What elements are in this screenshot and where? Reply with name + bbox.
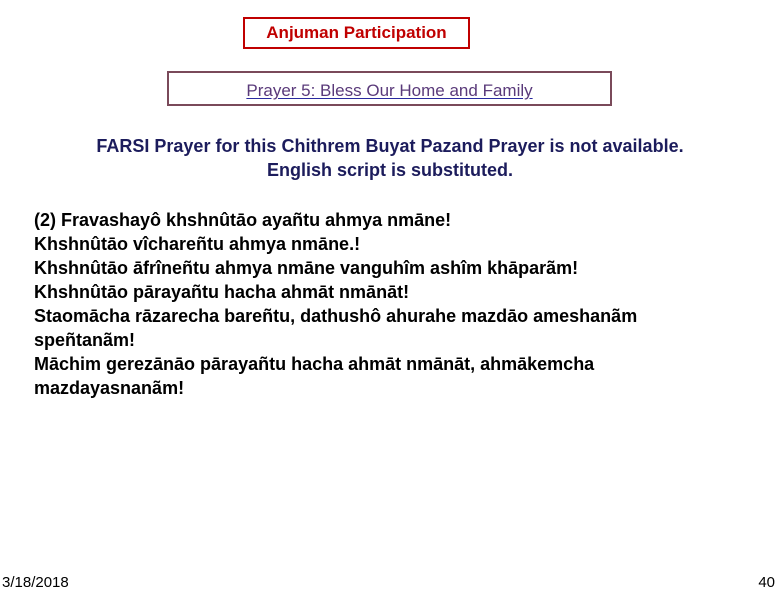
prayer-line: Khshnûtāo pārayañtu hacha ahmāt nmānāt! [34,282,410,302]
page-number: 40 [758,574,775,591]
prayer-heading [167,71,612,106]
prayer-line: Māchim gerezānāo pārayañtu hacha ahmāt nmānāt, ahmākemcha [34,354,595,374]
prayer-line: Khshnûtāo vîchareñtu ahmya nmāne.! [34,234,361,254]
prayer-line: (2) Fravashayô khshnûtāo ayañtu ahmya nmāne! [34,210,452,230]
substitution-notice [40,134,740,182]
notice-line: English script is substituted. [266,160,514,180]
prayer-line: Khshnûtāo āfrîneñtu ahmya nmāne vanguhîm ashîm khāparãm! [34,258,579,278]
prayer-line: Staomācha rāzarecha bareñtu, dathushô ahurahe mazdāo ameshanãm [34,306,638,326]
slide-title-text: Anjuman Participation [266,23,447,42]
slide-title [243,17,470,49]
prayer-text [34,208,754,400]
footer-date: 3/18/2018 [2,574,69,591]
notice-line: FARSI Prayer for this Chithrem Buyat Pazand Prayer is not available. [96,136,684,156]
prayer-line: mazdayasnanãm! [34,378,185,398]
prayer-heading-text: Prayer 5: Bless Our Home and Family [246,81,533,100]
prayer-line: speñtanãm! [34,330,136,350]
